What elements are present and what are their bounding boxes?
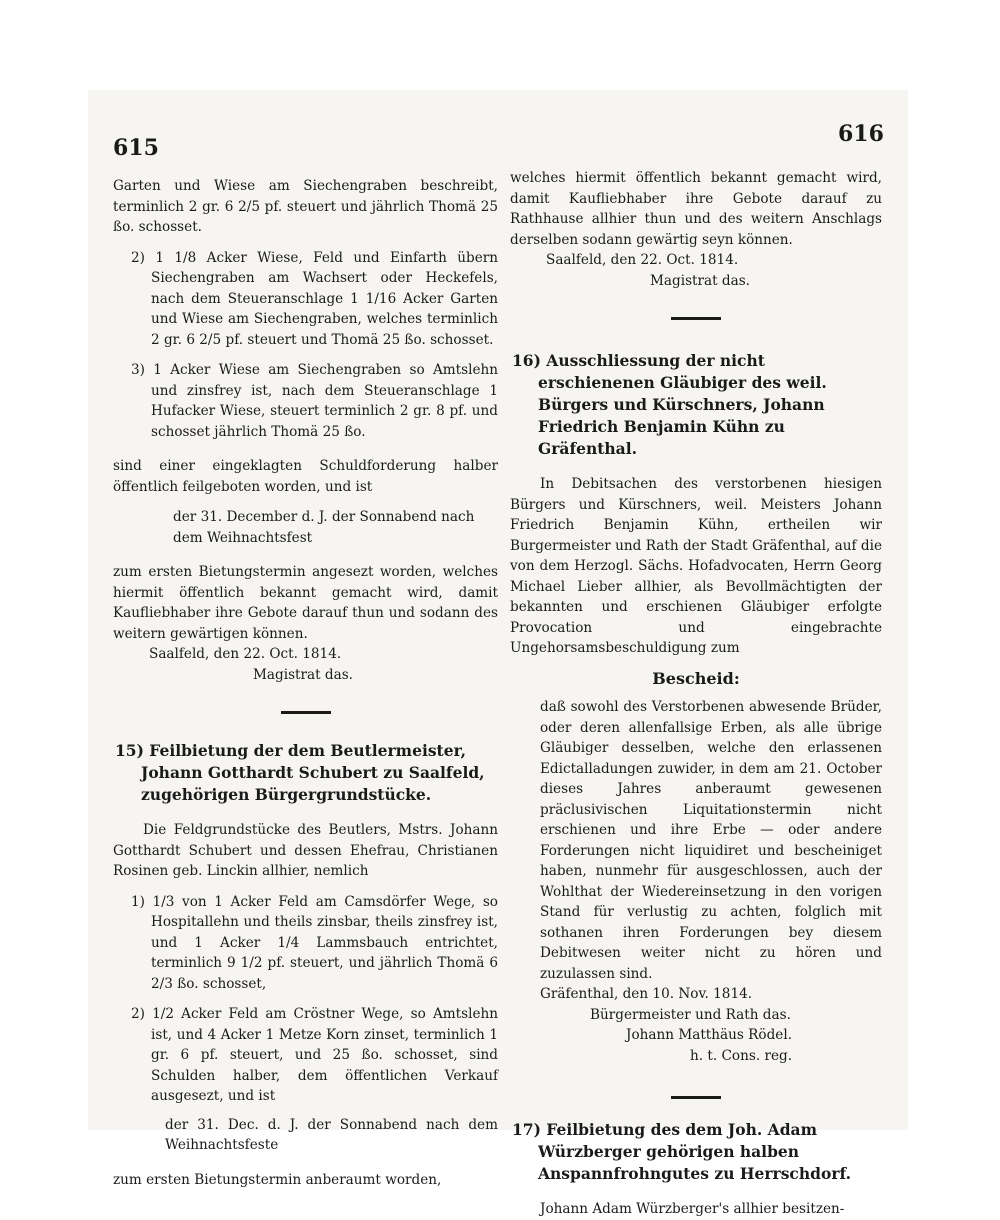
right-column xyxy=(510,168,882,1220)
section-17-heading: 17) Feilbietung des dem Joh. Adam Würzberger gehörigen halben Anspannfrohngutes zu Herrschdorf. xyxy=(512,1120,851,1183)
signer-title: h. t. Cons. reg. xyxy=(690,1047,793,1064)
continuation-text-right: welches hiermit öffentlich bekannt gemacht wird, damit Kaufliebhaber ihre Gebote darauf zu Rathhause allhier thun und des weitern Anschlags derselben sodann gewärtig seyn können. xyxy=(510,170,882,248)
section-15-date: der 31. Dec. d. J. der Sonnabend nach dem Weihnachtsfeste xyxy=(165,1116,498,1153)
page-number-left: 615 xyxy=(113,135,159,161)
place-date-right-2: Gräfenthal, den 10. Nov. 1814. xyxy=(540,986,753,1002)
paragraph-offered: sind einer eingeklagten Schuldforderung halber öffentlich feilgeboten worden, und ist xyxy=(113,458,498,495)
bescheid-heading: Bescheid: xyxy=(652,668,740,688)
page-number-right: 616 xyxy=(838,121,884,147)
bescheid-text: daß sowohl des Verstorbenen abwesende Brüder, oder deren allenfallsige Erben, als alle übrige Gläubiger desselben, welche den erlassenen Edictalladungen zuwider, in dem am 21. October dieses Jahres anberaumt gewesenen präclusivischen Liquitationstermin nicht erschienen und ihre Erbe — oder andere Forderungen nicht liquidiret und bescheiniget haben, nunmehr für ausgeschlossen, auch der Wohlthat der Wiedereinsetzung in den vorigen Stand für verlustig zu achten, folglich mit sothanen ihren Forderungen bey diesem Debitwesen weiter nicht zu hören und zuzulassen sind. xyxy=(540,699,882,982)
section-17-start: Johann Adam Würzberger's allhier besitzen- xyxy=(540,1201,845,1217)
list-item-2: 2) 1 1/8 Acker Wiese, Feld und Einfarth übern Siechengraben am Wachsert oder Heckefels, nach dem Steueranschlage 1 1/16 Acker Garten und Wiese am Siechengraben, welches terminlich 2 gr. 6 2/5 pf. steuert und Thomä 25 ßo. schosset. xyxy=(131,249,498,348)
auction-date: der 31. December d. J. der Sonnabend nach dem Weihnachtsfest xyxy=(173,509,475,546)
paragraph-auction: zum ersten Bietungstermin angesezt worden, welches hiermit öffentlich bekannt gemacht wird, damit Kaufliebhaber ihre Gebote darauf thun und sodann des weitern gewärtigen können. xyxy=(113,564,498,642)
section-15-heading: 15) Feilbietung der dem Beutlermeister, Johann Gotthardt Schubert zu Saalfeld, zugehörigen Bürgergrundstücke. xyxy=(115,741,485,804)
list-item-3: 3) 1 Acker Wiese am Siechengraben so Amtslehn und zinsfrey ist, nach dem Steueranschlage 1 Hufacker Wiese, steuert terminlich 2 gr. 8 pf. und schosset jährlich Thomä 25 ßo. xyxy=(131,362,498,440)
signature-right-2: Bürgermeister und Rath das. xyxy=(590,1006,791,1023)
section-16-heading: 16) Ausschliessung der nicht erschienenen Gläubiger des weil. Bürgers und Kürschners, Johann Friedrich Benjamin Kühn zu Gräfenthal. xyxy=(512,351,827,458)
left-column xyxy=(113,176,498,1190)
section-15-item-1: 1) 1/3 von 1 Acker Feld am Camsdörfer Wege, so Hospitallehn und theils zinsbar, theils zinsfrey ist, und 1 Acker 1/4 Lammsbauch entrichtet, terminlich 9 1/2 pf. steuert, und jährlich Thomä 6 2/3 ßo. schosset, xyxy=(131,893,498,992)
continuation-text: Garten und Wiese am Siechengraben beschreibt, terminlich 2 gr. 6 2/5 pf. steuert und jährlich Thomä 25 ßo. schosset. xyxy=(113,178,498,235)
place-date: Saalfeld, den 22. Oct. 1814. xyxy=(149,646,342,662)
signature: Magistrat das. xyxy=(253,666,354,683)
signature-right: Magistrat das. xyxy=(650,272,751,289)
section-15-intro: Die Feldgrundstücke des Beutlers, Mstrs. Johann Gotthardt Schubert und dessen Ehefrau, Christianen Rosinen geb. Linckin allhier, nemlich xyxy=(113,822,498,879)
section-15-final: zum ersten Bietungstermin anberaumt worden, xyxy=(113,1171,442,1188)
section-15-item-2: 2) 1/2 Acker Feld am Cröstner Wege, so Amtslehn ist, und 4 Acker 1 Metze Korn zinset, terminlich 1 gr. 6 pf. steuert, und 25 ßo. schosset, sind Schulden halber, dem öffentlichen Verkauf ausgesezt, und ist xyxy=(131,1006,498,1104)
signer-name: Johann Matthäus Rödel. xyxy=(626,1027,793,1043)
section-16-paragraph: In Debitsachen des verstorbenen hiesigen Bürgers und Kürschners, weil. Meisters Johann Friedrich Benjamin Kühn, ertheilen wir Burgermeister und Rath der Stadt Gräfenthal, auf die von dem Herzogl. Sächs. Hofadvocaten, Herrn Georg Michael Lieber allhier, als Bevollmächtigten der bekannten und erschienen Gläubiger erfolgte Provocation und eingebrachte Ungehorsamsbeschuldigung zum xyxy=(510,476,882,656)
place-date-right: Saalfeld, den 22. Oct. 1814. xyxy=(546,252,739,268)
